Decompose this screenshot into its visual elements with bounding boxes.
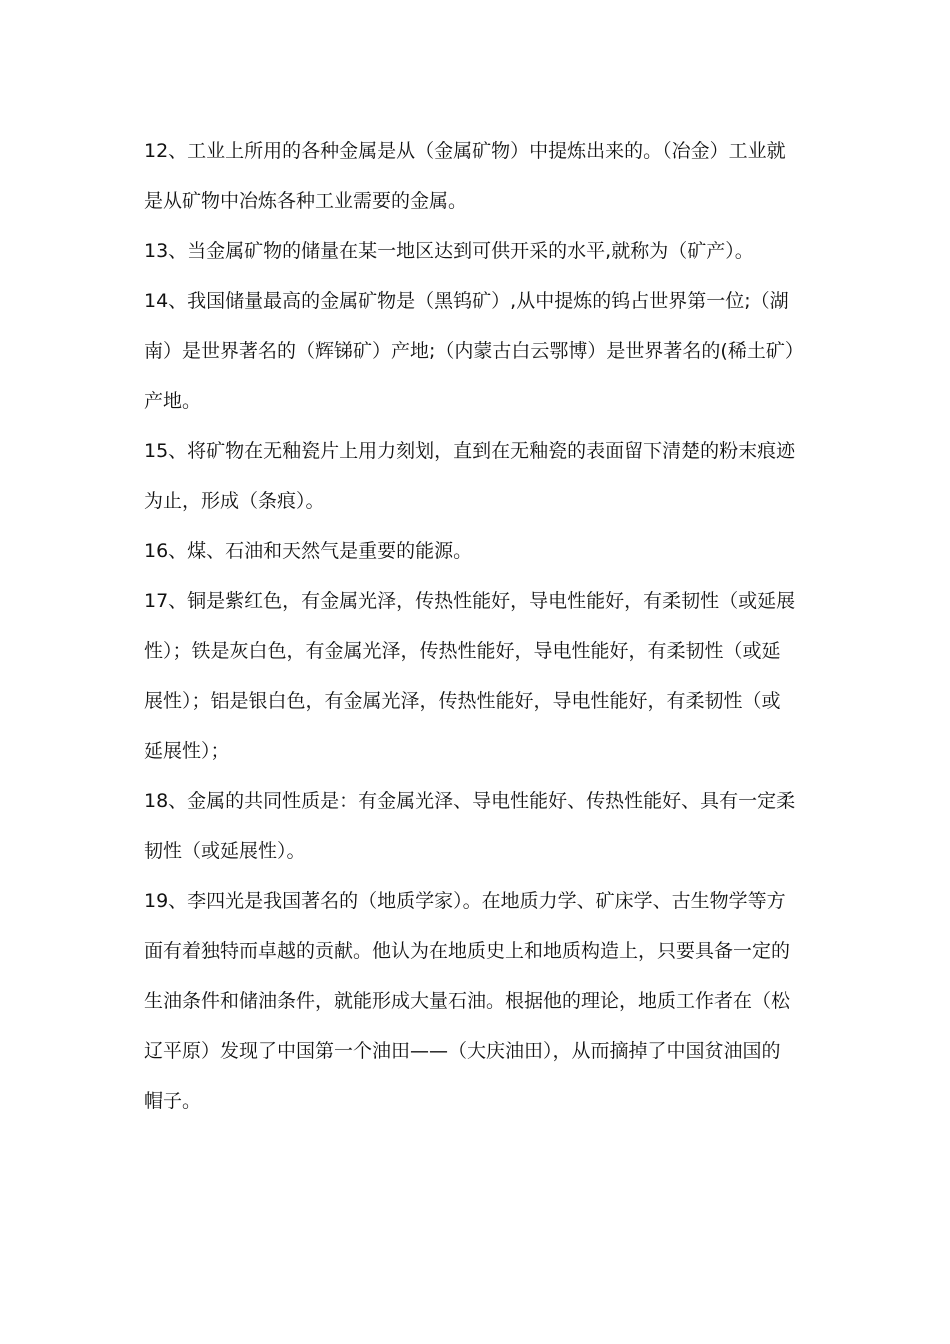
- text-line: 14、我国储量最高的金属矿物是（黑钨矿）,从中提炼的钨占世界第一位;（湖: [144, 290, 789, 312]
- text-line: 展性）；铝是银白色，有金属光泽，传热性能好，导电性能好，有柔韧性（或: [144, 690, 781, 712]
- text-line: 延展性）；: [144, 740, 230, 762]
- text-line: 12、工业上所用的各种金属是从（金属矿物）中提炼出来的。（冶金）工业就: [144, 140, 786, 162]
- paragraph-item-14: [144, 276, 804, 426]
- text-line: 16、煤、石油和天然气是重要的能源。: [144, 540, 473, 562]
- paragraph-item-15: [144, 426, 804, 526]
- text-line: 产地。: [144, 390, 202, 412]
- text-line: 是从矿物中冶炼各种工业需要的金属。: [144, 190, 468, 212]
- text-line: 生油条件和储油条件，就能形成大量石油。根据他的理论，地质工作者在（松: [144, 990, 791, 1012]
- text-line: 辽平原）发现了中国第一个油田——（大庆油田），从而摘掉了中国贫油国的: [144, 1040, 781, 1062]
- text-line: 性）；铁是灰白色，有金属光泽，传热性能好，导电性能好，有柔韧性（或延: [144, 640, 781, 662]
- paragraph-item-19: [144, 876, 804, 1126]
- text-line: 19、李四光是我国著名的（地质学家）。在地质力学、矿床学、古生物学等方: [144, 890, 786, 912]
- text-line: 帽子。: [144, 1090, 202, 1112]
- paragraph-item-16: [144, 526, 804, 576]
- paragraph-item-12: [144, 126, 804, 226]
- paragraph-item-17: [144, 576, 804, 776]
- text-line: 17、铜是紫红色，有金属光泽，传热性能好，导电性能好，有柔韧性（或延展: [144, 590, 796, 612]
- text-line: 为止，形成（条痕）。: [144, 490, 325, 512]
- text-line: 韧性（或延展性）。: [144, 840, 306, 862]
- document-body: [144, 126, 804, 1126]
- text-line: 15、将矿物在无釉瓷片上用力刻划，直到在无釉瓷的表面留下清楚的粉末痕迹: [144, 440, 796, 462]
- text-line: 面有着独特而卓越的贡献。他认为在地质史上和地质构造上，只要具备一定的: [144, 940, 791, 962]
- text-line: 13、当金属矿物的储量在某一地区达到可供开采的水平,就称为（矿产）。: [144, 240, 754, 262]
- paragraph-item-18: [144, 776, 804, 876]
- text-line: 南）是世界著名的（辉锑矿）产地;（内蒙古白云鄂博）是世界著名的(稀土矿）: [144, 340, 804, 362]
- text-line: 18、金属的共同性质是：有金属光泽、导电性能好、传热性能好、具有一定柔: [144, 790, 796, 812]
- paragraph-item-13: [144, 226, 804, 276]
